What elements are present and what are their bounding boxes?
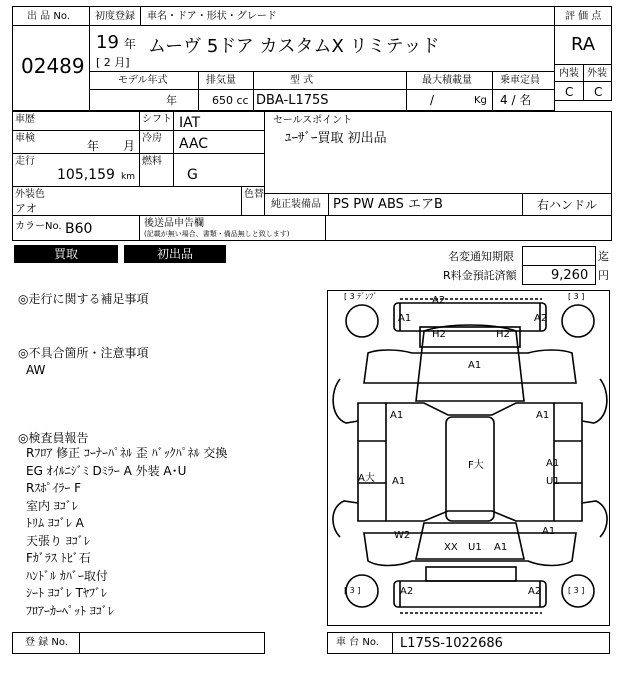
capacity-value: 4 / 名 (500, 93, 532, 107)
shift-value: IAT (179, 115, 201, 131)
equipment-label: 純正装備品 (271, 199, 321, 210)
damage-mark: A1 (392, 476, 406, 487)
color-no-value: B60 (65, 221, 93, 237)
history-label: 車歴 (15, 114, 35, 125)
model-value: DBA-L175S (256, 93, 329, 108)
displacement-value: 650 cc (212, 94, 249, 107)
equipment-value: PS PW ABS エアB (333, 197, 443, 212)
exterior-color-value: アオ (15, 202, 37, 215)
color-no-cell (12, 215, 140, 241)
reg-month: [ 2 月] (96, 56, 130, 69)
max-load-unit: Kg (474, 95, 487, 106)
damage-mark: A1 (546, 458, 560, 469)
ac-label: 冷房 (142, 133, 162, 144)
interior-label-cell (554, 64, 584, 82)
inspector-report-line: ﾊﾝﾄﾞﾙ ｶﾊﾞｰ取付 (26, 568, 108, 583)
aftermarket-extra-cell (325, 215, 612, 241)
aftermarket-cell (139, 215, 326, 241)
interior-label: 内装 (559, 68, 579, 79)
equipment-cell (264, 193, 612, 216)
damage-mark: A1 (398, 313, 412, 324)
inspector-report-line: Rﾌﾛｱ 修正 ｺｰﾅｰﾊﾟﾈﾙ 歪 ﾊﾞｯｸﾊﾟﾈﾙ 交換 (26, 446, 228, 460)
color-change-label: 色替 (244, 189, 264, 200)
color-no-label: カラーNo. (15, 221, 62, 232)
lot-label-cell (12, 6, 90, 26)
chassis-value: L175S-1022686 (400, 636, 503, 651)
defects-title: ◎不具合箇所・注意事項 (18, 346, 149, 360)
grade-label: 評 価 点 (565, 11, 602, 22)
details-left (12, 111, 265, 187)
defects-value: AW (26, 363, 46, 377)
first-reg-label-cell (89, 6, 141, 26)
inspector-report-line: ﾌﾛｱｰｶｰﾍﾟｯﾄ ﾖｺﾞﾚ (26, 603, 114, 618)
damage-mark: U1 (546, 476, 560, 487)
lot-number-cell (12, 25, 90, 111)
corner-bottom-left: [ 3 ] (344, 586, 361, 595)
inspector-title: ◎検査員報告 (18, 431, 89, 445)
car-outline (328, 291, 609, 625)
exterior-color-label: 外装色 (15, 189, 45, 200)
chassis-cell (327, 632, 610, 654)
interior-value-cell (554, 81, 584, 101)
lot-label: 出 品 No. (27, 11, 70, 22)
shift-label: シフト (142, 114, 172, 125)
vehicle-name: ムーヴ 5ドア カスタムX リミテッド (148, 36, 440, 57)
damage-mark: A1 (468, 360, 482, 371)
damage-mark: U1 (468, 542, 482, 553)
grade-label-cell (554, 6, 612, 26)
fuel-value: G (187, 167, 198, 183)
corner-bottom-right: [ 3 ] (568, 586, 585, 595)
sales-point-label: セールスポイント (273, 115, 353, 126)
registration-label: 登 録 No. (25, 637, 68, 648)
spec-table (89, 71, 555, 111)
damage-mark: A2 (528, 586, 542, 597)
exterior-label: 外装 (587, 68, 607, 79)
recycle-unit: 円 (598, 269, 609, 282)
damage-diagram (327, 290, 610, 626)
damage-mark: XX (444, 542, 458, 553)
damage-mark: A大 (358, 473, 375, 484)
inspector-report-line: ｼｰﾄ ﾖｺﾞﾚ Tﾔﾌﾞﾚ (26, 586, 107, 600)
first-listing-badge: 初出品 (124, 245, 226, 263)
grade-value: RA (571, 34, 596, 55)
corner-top-left: [ 3 ﾃﾞﾝﾌﾞ (344, 292, 378, 301)
displacement-label: 排気量 (206, 75, 236, 86)
registration-cell (12, 632, 265, 654)
inspector-report-line: EG ｵｲﾙﾆｼﾞﾐ Dﾐﾗｰ A 外装 A･U (26, 463, 187, 478)
mileage-value: 105,159 (57, 167, 115, 183)
recycle-value: 9,260 (551, 268, 589, 283)
chassis-label: 車 台 No. (336, 637, 379, 648)
first-reg-label: 初度登録 (95, 11, 135, 22)
recycle-label: R料金預託済額 (443, 269, 517, 282)
ac-value: AAC (179, 136, 209, 152)
fuel-label: 燃料 (142, 156, 162, 167)
damage-mark: A2 (432, 295, 446, 306)
reg-year: 19 (96, 32, 119, 53)
steering-value: 右ハンドル (537, 198, 598, 212)
inspection-month-unit: 月 (123, 139, 136, 153)
buyback-badge: 買取 (14, 245, 118, 263)
damage-mark: W2 (394, 530, 411, 541)
capacity-label: 乗車定員 (500, 75, 540, 86)
inspection-year-unit: 年 (87, 139, 100, 153)
exterior-value-cell (583, 81, 612, 101)
notice-unit: 迄 (598, 250, 609, 263)
inspector-report-line: ﾄﾘﾑ ﾖｺﾞﾚ A (26, 516, 84, 530)
inspection-label: 車検 (15, 133, 35, 144)
damage-mark: A1 (536, 410, 550, 421)
damage-mark: H2 (496, 329, 510, 340)
damage-mark: A2 (400, 586, 414, 597)
driving-notes-title: ◎走行に関する補足事項 (18, 292, 149, 306)
corner-top-right: [ 3 ] (568, 292, 585, 301)
notice-value-cell (522, 246, 596, 266)
sales-point-cell (264, 111, 612, 194)
inspector-report-line: Fｶﾞﾗｽ ﾄﾋﾞ石 (26, 551, 91, 565)
notice-label: 名変通知期限 (448, 250, 514, 263)
inspector-report-line: 室内 ﾖｺﾞﾚ (26, 498, 78, 513)
vehicle-label-cell (140, 6, 555, 26)
reg-year-unit: 年 (124, 37, 137, 51)
lot-number: 02489 (21, 54, 85, 78)
max-load-label: 最大積載量 (422, 75, 472, 86)
damage-mark: A1 (542, 526, 556, 537)
vehicle-name-cell (89, 25, 555, 72)
max-load-value: / (430, 93, 435, 107)
exterior-color-cell (12, 186, 265, 216)
mileage-label: 走行 (15, 156, 35, 167)
recycle-value-cell (522, 265, 596, 285)
damage-mark: H2 (432, 329, 446, 340)
inspector-report-line: 天張り ﾖｺﾞﾚ (26, 533, 90, 548)
sales-point-value: ﾕｰｻﾞｰ買取 初出品 (285, 131, 387, 146)
model-year-unit: 年 (166, 94, 177, 107)
vehicle-label: 車名・ドア・形状・グレード (147, 11, 277, 22)
aftermarket-note: (記載が無い場合、書類・備品無しと致します) (144, 230, 290, 238)
exterior-label-cell (583, 64, 612, 82)
aftermarket-label: 後送品申告欄 (144, 218, 204, 229)
model-label: 型 式 (290, 75, 314, 86)
grade-value-cell (554, 25, 612, 65)
inspector-report-line: Rｽﾎﾟｲﾗｰ F (26, 481, 82, 495)
exterior-value: C (594, 85, 603, 99)
damage-mark: F大 (468, 460, 484, 471)
damage-mark: A1 (494, 542, 508, 553)
damage-mark: A1 (390, 410, 404, 421)
interior-value: C (565, 85, 574, 99)
damage-mark: A2 (534, 313, 548, 324)
mileage-unit: km (121, 172, 135, 182)
model-year-label: モデル年式 (118, 75, 168, 86)
